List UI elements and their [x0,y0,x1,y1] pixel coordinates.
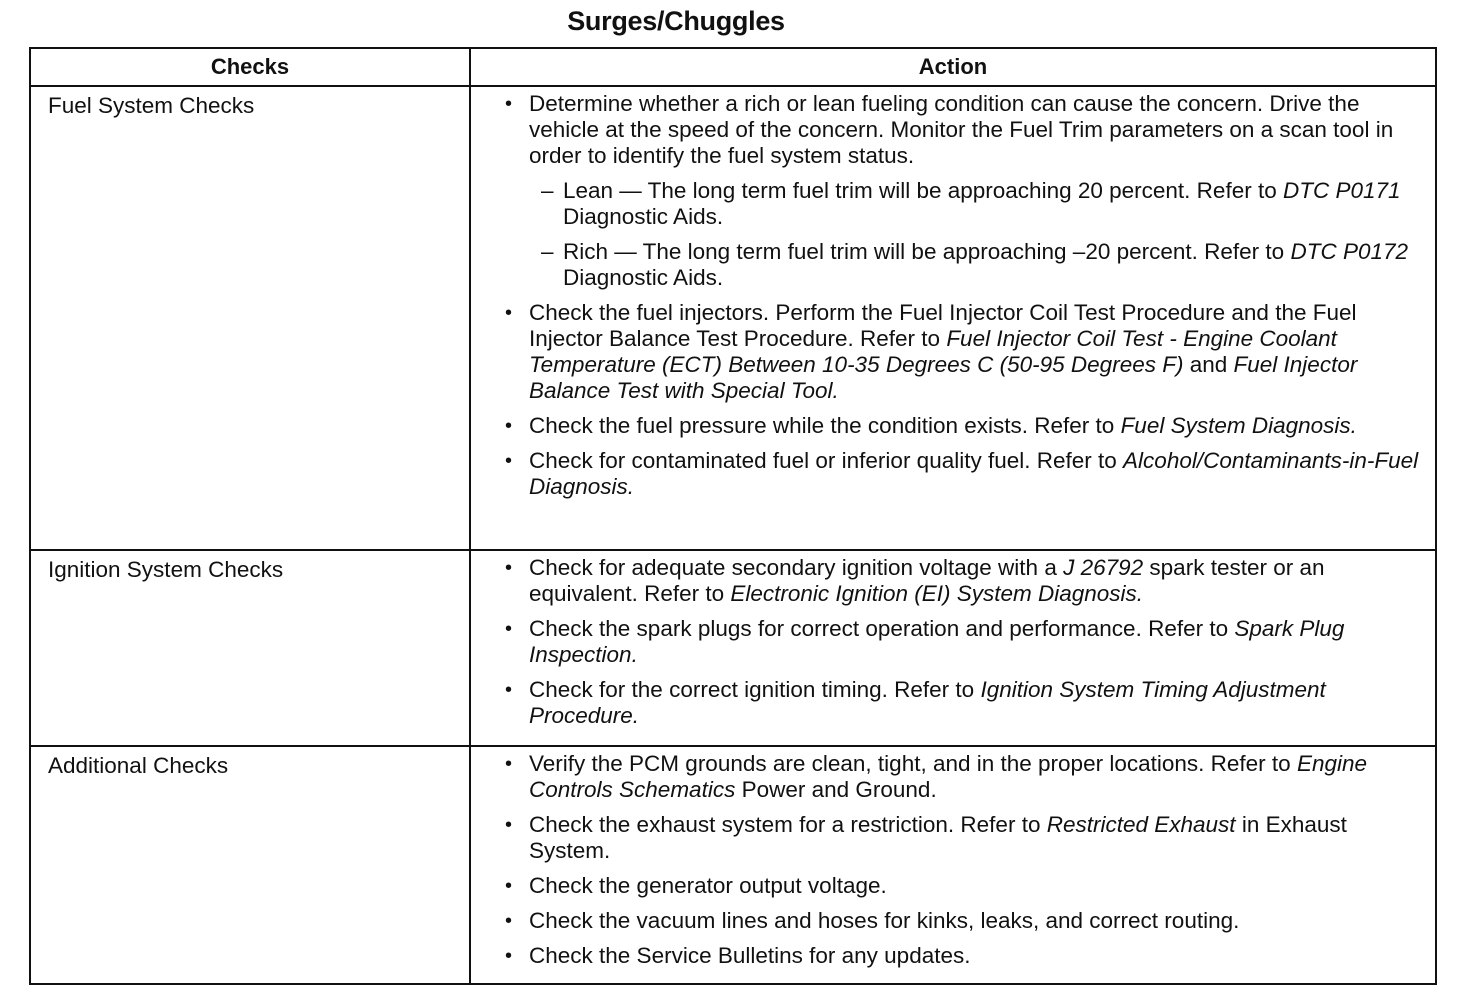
reference-link: DTC P0172 [1290,239,1409,264]
reference-link: Restricted Exhaust [1046,812,1236,837]
action-item [503,751,1421,803]
action-cell [470,550,1436,746]
bullet-icon: • [505,875,513,897]
action-text: Check for contaminated fuel or inferior quality fuel. Refer to Alcohol/Contaminants-in-Fuel Diagnosis. [529,448,1419,499]
action-item [503,873,1421,899]
action-text: Verify the PCM grounds are clean, tight, and in the proper locations. Refer to Engine Controls Schematics Power and Ground. [529,751,1367,802]
sub-action-list [529,178,1421,291]
check-cell: Ignition System Checks [30,550,470,746]
table-row-additional [30,746,1436,984]
action-item [503,812,1421,864]
reference-link: Ignition System Timing Adjustment Procedure. [529,677,1326,728]
sub-action-item: – Lean — The long term fuel trim will be approaching 20 percent. Refer to DTC P0171 Diagnostic Aids. [541,178,1401,229]
table-header-row [30,48,1436,86]
action-item [503,413,1421,439]
reference-link: Fuel Injector Coil Test - Engine Coolant Temperature (ECT) Between 10-35 Degrees C (50-95 Degrees F) [529,326,1337,377]
page-title: Surges/Chuggles [567,6,785,36]
bullet-icon: • [505,557,513,579]
action-list [503,751,1421,969]
action-list [503,555,1421,729]
diagnostic-table [29,47,1437,985]
checks-column-header: Checks [30,48,470,86]
bullet-icon: • [505,618,513,640]
action-text: Check the vacuum lines and hoses for kinks, leaks, and correct routing. [529,908,1240,933]
check-cell: Additional Checks [30,746,470,984]
action-text: Check for adequate secondary ignition voltage with a J 26792 spark tester or an equivalent. Refer to Electronic Ignition (EI) System Diagnosis. [529,555,1325,606]
action-text: Check for the correct ignition timing. Refer to Ignition System Timing Adjustment Procedure. [529,677,1326,728]
action-text: Check the spark plugs for correct operation and performance. Refer to Spark Plug Inspection. [529,616,1345,667]
action-item [503,448,1421,500]
bullet-icon: • [505,753,513,775]
bullet-icon: • [505,302,513,324]
bullet-icon: • [505,415,513,437]
reference-link: DTC P0171 [1282,178,1401,203]
reference-link: Spark Plug Inspection. [529,616,1345,667]
action-text: Check the Service Bulletins for any updates. [529,943,971,968]
action-item [503,300,1421,404]
reference-link: Fuel System Diagnosis. [1120,413,1357,438]
action-item [503,677,1421,729]
sub-action-item: – Rich — The long term fuel trim will be approaching –20 percent. Refer to DTC P0172 Diagnostic Aids. [541,239,1409,290]
action-text: Check the exhaust system for a restriction. Refer to Restricted Exhaust in Exhaust System. [529,812,1347,863]
check-cell: Fuel System Checks [30,86,470,550]
table-row-fuel-system [30,86,1436,550]
action-cell [470,86,1436,550]
bullet-icon: • [505,945,513,967]
action-item [503,91,1421,291]
action-item [503,555,1421,607]
bullet-icon: • [505,910,513,932]
bullet-icon: • [505,814,513,836]
action-list [503,91,1421,500]
reference-link: Alcohol/Contaminants-in-Fuel Diagnosis. [529,448,1419,499]
bullet-icon: • [505,450,513,472]
action-cell [470,746,1436,984]
dash-icon: – [541,239,554,264]
action-text: Check the fuel pressure while the condition exists. Refer to Fuel System Diagnosis. [529,413,1357,438]
action-text: Determine whether a rich or lean fueling condition can cause the concern. Drive the vehicle at the speed of the concern. Monitor the Fuel Trim parameters on a scan tool in order to identify the fuel system status. [529,91,1394,168]
action-item [503,943,1421,969]
bullet-icon: • [505,679,513,701]
action-item [503,616,1421,668]
reference-link: Electronic Ignition (EI) System Diagnosis. [730,581,1144,606]
reference-link: Engine Controls Schematics [529,751,1367,802]
table-row-ignition-system [30,550,1436,746]
action-column-header: Action [470,48,1436,86]
action-text: Check the generator output voltage. [529,873,887,898]
action-text: Check the fuel injectors. Perform the Fuel Injector Coil Test Procedure and the Fuel Injector Balance Test Procedure. Refer to Fuel Injector Coil Test - Engine Coolant Temperature (ECT) Between 10-35 Degrees C (50-95 Degrees F) and Fuel Injector Balance Test with Special Tool. [529,300,1358,403]
tool-reference: J 26792 [1063,555,1144,580]
bullet-icon: • [505,93,513,115]
action-item [503,908,1421,934]
reference-link: Fuel Injector Balance Test with Special Tool. [529,352,1358,403]
dash-icon: – [541,178,554,203]
